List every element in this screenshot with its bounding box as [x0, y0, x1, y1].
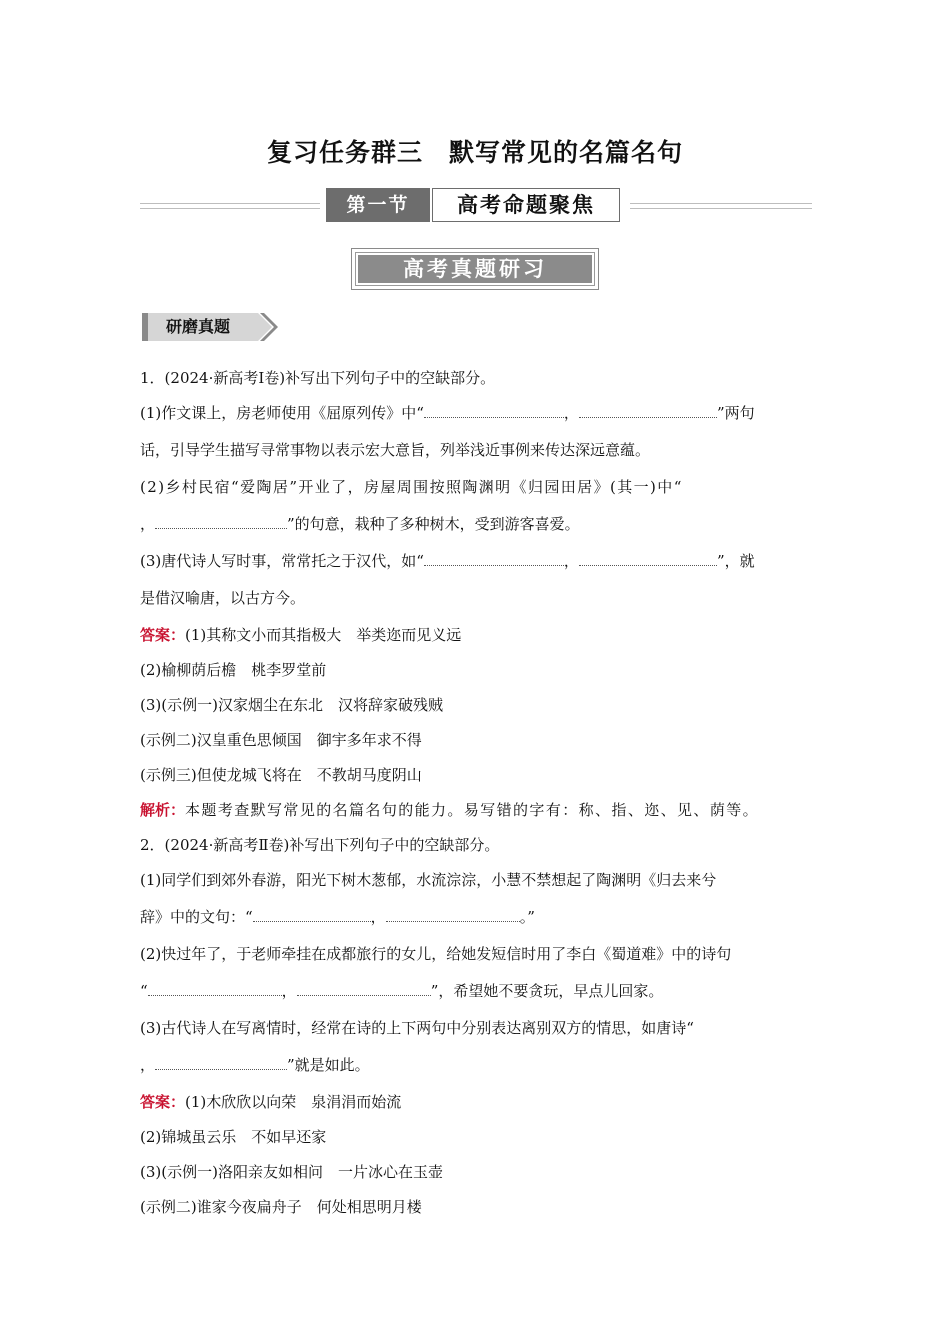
q2-answer-4: (示例二)谁家今夜扁舟子 何处相思明月楼 [140, 1198, 422, 1216]
tag-label [140, 310, 280, 344]
q2-item1: (1)同学们到郊外春游，阳光下树木葱郁，水流淙淙，小慧不禁想起了陶渊明《归去来兮 [140, 871, 717, 889]
q1-answer-5: (示例三)但使龙城飞将在 不教胡马度阴山 [140, 766, 422, 784]
q2-item3-cont: ， ”就是如此。 [140, 1053, 812, 1090]
subheading: 高考真题研习 [358, 255, 592, 283]
q1-analysis: 解析：本题考查默写常见的名篇名句的能力。易写错的字有：称、指、迩、见、荫等。 [140, 801, 760, 819]
q2-answer: 答案：(1)木欣欣以向荣 泉涓涓而始流 [140, 1093, 402, 1111]
fill-blank[interactable] [148, 979, 282, 996]
fill-blank[interactable] [424, 549, 564, 566]
fill-blank[interactable] [579, 401, 717, 418]
q2-item2-cont: “ ， ”，希望她不要贪玩，早点儿回家。 [140, 979, 812, 1016]
page-title: 复习任务群三 默写常见的名篇名句 [266, 138, 683, 167]
q1-item2: (2)乡村民宿“爱陶居”开业了，房屋周围按照陶渊明《归园田居》(其一)中“ [140, 478, 683, 496]
section-number: 第一节 [326, 188, 430, 222]
q1-answer-3: (3)(示例一)汉家烟尘在东北 汉将辞家破残贼 [140, 696, 443, 714]
banner-rule-right [630, 203, 812, 204]
answer-label: 答案： [140, 626, 186, 644]
banner-rule-left-2 [140, 208, 320, 209]
q2-item3: (3)古代诗人在写离情时，经常在诗的上下两句中分别表达离别双方的情思，如唐诗“ [140, 1019, 694, 1037]
q2-item2: (2)快过年了，于老师牵挂在成都旅行的女儿，给她发短信时用了李白《蜀道难》中的诗句 [140, 945, 732, 963]
q1-answer-4: (示例二)汉皇重色思倾国 御宇多年求不得 [140, 731, 422, 749]
q1-stem: 1．(2024·新高考Ⅰ卷)补写出下列句子中的空缺部分。 [140, 369, 496, 387]
analysis-label: 解析： [140, 801, 186, 819]
fill-blank[interactable] [155, 512, 287, 529]
question-content [140, 366, 812, 1230]
banner-rule-left [140, 203, 320, 204]
q1-item1: (1)作文课上，房老师使用《屈原列传》中“ ， ”两句 [140, 401, 812, 438]
fill-blank[interactable] [297, 979, 431, 996]
q2-stem: 2．(2024·新高考Ⅱ卷)补写出下列句子中的空缺部分。 [140, 836, 500, 854]
fill-blank[interactable] [424, 401, 564, 418]
q2-item1-cont: 辞》中的文句：“ ， 。” [140, 905, 812, 942]
subheading-box [351, 248, 599, 290]
fill-blank[interactable] [253, 905, 371, 922]
q1-answer: 答案：(1)其称文小而其指极大 举类迩而见义远 [140, 626, 462, 644]
q1-answer-2: (2)榆柳荫后檐 桃李罗堂前 [140, 661, 327, 679]
fill-blank[interactable] [155, 1053, 287, 1070]
q1-item3-cont: 是借汉喻唐，以古方今。 [140, 589, 306, 607]
q2-answer-2: (2)锦城虽云乐 不如早还家 [140, 1128, 327, 1146]
q1-item1-cont: 话，引导学生描写寻常事物以表示宏大意旨，列举浅近事例来传达深远意蕴。 [140, 441, 651, 459]
banner-rule-right-2 [630, 208, 812, 209]
tag-text: 研磨真题 [166, 317, 231, 336]
q1-item3: (3)唐代诗人写时事，常常托之于汉代，如“ ， ”，就 [140, 549, 812, 586]
section-banner [140, 188, 812, 228]
fill-blank[interactable] [386, 905, 520, 922]
q1-item2-cont: ， ”的句意，栽种了多种树木，受到游客喜爱。 [140, 512, 812, 549]
answer-label: 答案： [140, 1093, 186, 1111]
fill-blank[interactable] [579, 549, 717, 566]
section-name: 高考命题聚焦 [432, 188, 620, 222]
q2-answer-3: (3)(示例一)洛阳亲友如相问 一片冰心在玉壶 [140, 1163, 443, 1181]
